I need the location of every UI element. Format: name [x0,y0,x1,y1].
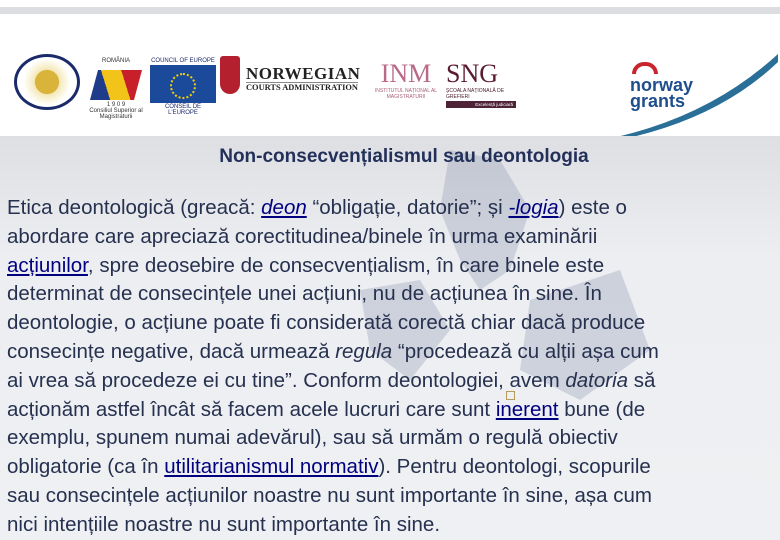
text-line: deontologie, o acțiune poate fi considerată corectă chiar dacă produce [7,311,646,335]
text: “procedează cu alții așa cum [392,339,659,363]
text: ) este o [558,196,627,219]
slide-title: Non-consecvențialismul sau deontologia [219,146,589,167]
csm-flag [90,70,142,100]
coe-top: COUNCIL OF EUROPE [151,58,215,64]
text: Etica deontologică (greacă: [7,196,262,219]
text: ai vrea să procedeze ei cu tine”. Conform deontologiei, avem [7,368,566,392]
text: obligatorie (ca în [7,455,165,479]
text: , spre deosebire de consecvențialism, în care binele este [87,253,605,277]
nca-line1: NORWEGIAN [246,64,361,83]
norway-grants-logo [630,62,720,114]
link-actiunilor[interactable]: acțiunilor [7,253,88,277]
text-line [7,396,659,425]
text: acționăm astfel încât să facem acele lucruri care sunt [7,397,496,421]
text-line: abordare care apreciază corectitudinea/binele în urma examinării [7,224,598,248]
sng-mark: SNG [446,59,499,88]
link-utilitarianism[interactable]: utilitarianismul normativ [164,455,379,479]
nca-line2: COURTS ADMINISTRATION [246,83,358,92]
norway-grants-arc-icon [632,62,658,74]
inm-name: INSTITUTUL NAȚIONAL AL MAGISTRATURII [374,88,438,100]
text-line: sau consecințele acțiunilor noastre nu sunt importante în sine, așa cum [7,483,652,507]
placeholder-marker-icon [506,391,515,400]
text: ). Pentru deontologi, scopurile [378,455,651,479]
text-line [7,367,659,396]
text-line: exemplu, spunem numai adevărul), sau să urmăm o regulă obiectiv [7,426,618,450]
inm-logo [372,60,440,108]
inm-mark: INM [380,59,432,88]
council-of-europe-logo [150,58,216,116]
link-deon[interactable] [261,196,307,219]
emphasis: datoria [565,368,629,392]
text: consecințe negative, dacă urmează [7,339,336,363]
norwegian-courts-logo [220,54,368,100]
norway-shield-icon [220,56,240,94]
text: “obligație, datorie”; și [306,196,509,219]
csm-top: ROMÂNIA [101,58,130,64]
sng-tag: Excelență judiciară [446,101,516,108]
csm-name: Consiliul Superior al Magistraturii [89,108,143,120]
csm-year: 1 9 0 9 [106,102,126,108]
text-line [7,338,659,367]
text-line [7,252,659,281]
ng-line2: grants [630,91,686,111]
text-line: determinat de consecințele unei acțiuni, nu de acțiunea în sine. În [7,282,602,306]
logo-header [0,14,780,136]
text: să [628,368,656,392]
police-seal-logo [14,54,80,110]
coe-bottom: CONSEIL DE L'EUROPE [164,104,202,116]
link-text[interactable]: deon [261,196,307,219]
text-line [7,453,659,482]
slide-paragraph [7,194,659,540]
link-inerent[interactable]: inerent [495,397,559,421]
text: bune (de [558,397,646,421]
coe-emblem [150,65,216,103]
ng-line1: norway [630,75,694,95]
link-logia[interactable] [508,196,558,219]
csm-logo [86,58,146,120]
link-text[interactable]: -logia [508,196,559,219]
text-line [7,194,659,223]
sng-logo [446,60,516,108]
text-line: nici intențiile noastre nu sunt importante în sine. [7,512,441,536]
sng-name: ȘCOALA NAȚIONALĂ DE GREFIERI [446,88,505,100]
top-divider [0,7,780,14]
emphasis: regula [335,339,393,363]
